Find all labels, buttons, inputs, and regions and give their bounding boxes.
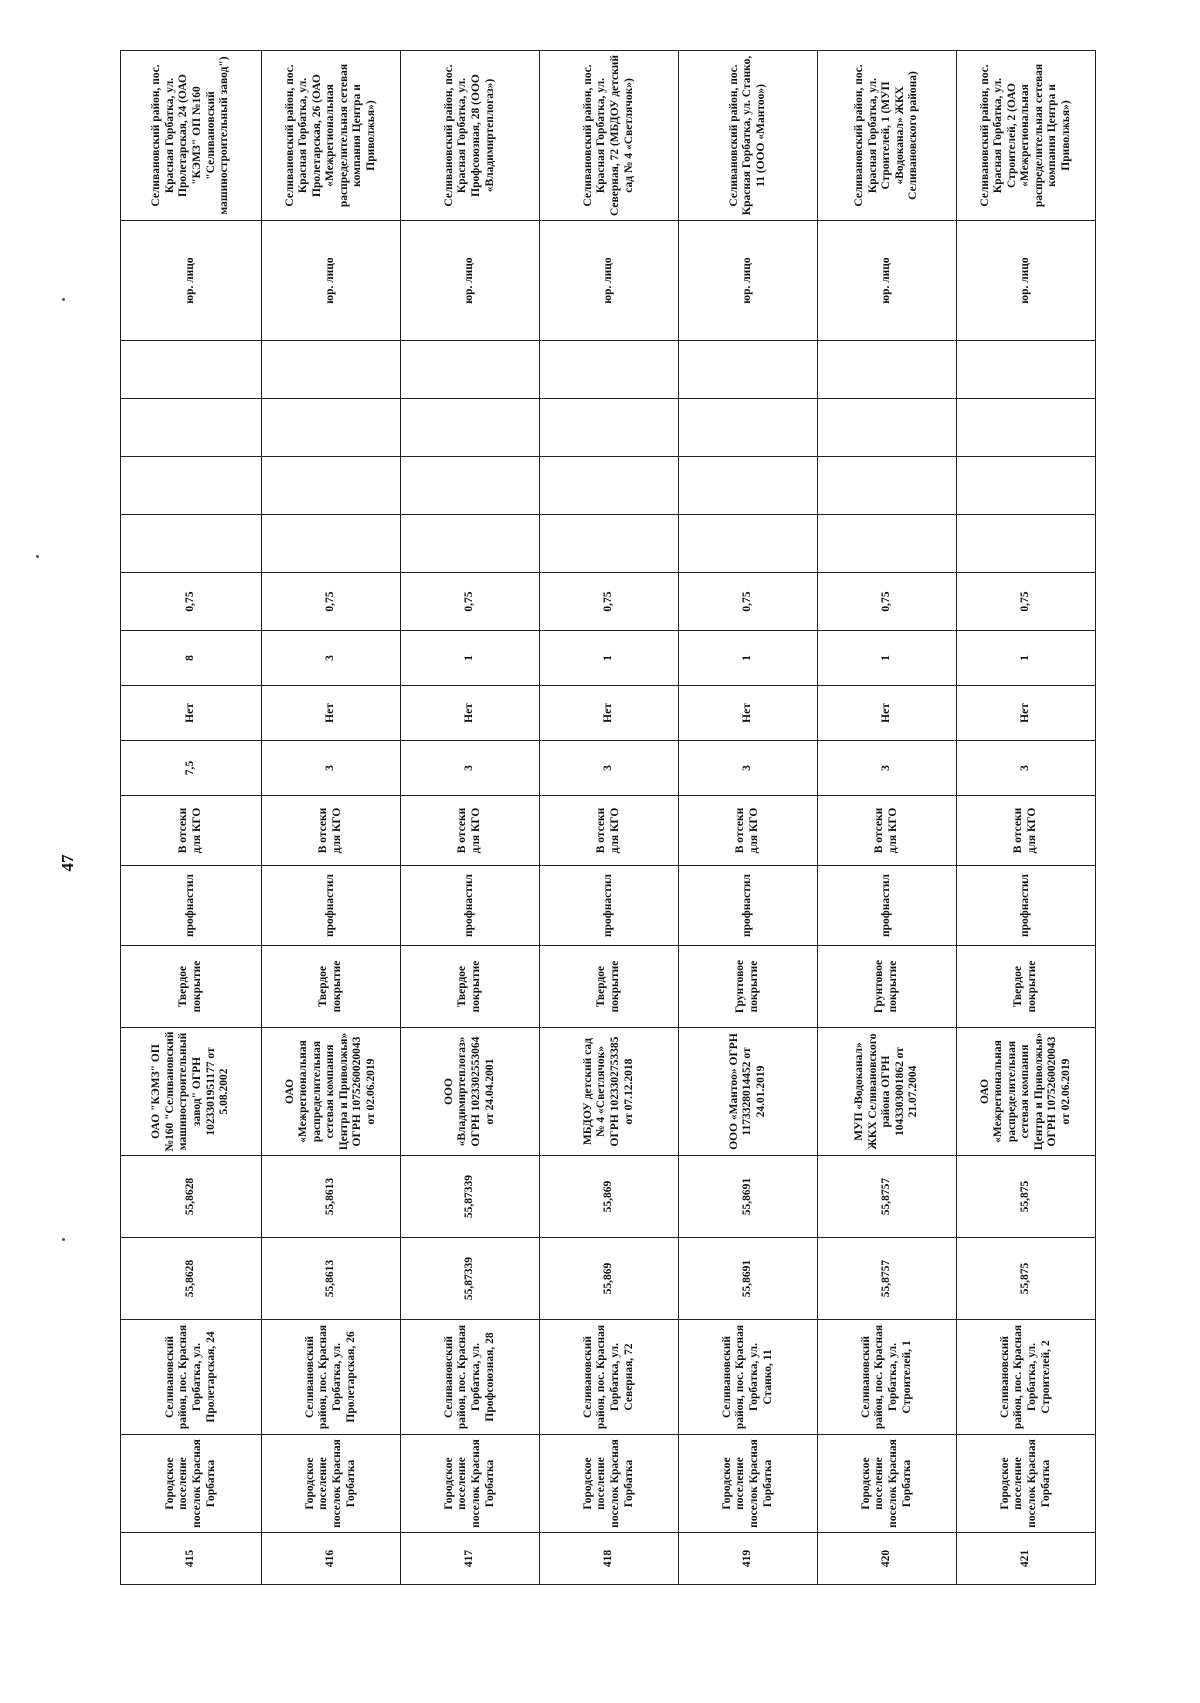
settlement-cell: Городское поселение поселок Красная Горбатка — [957, 1435, 1096, 1533]
scan-speck — [62, 298, 65, 301]
empty-cell — [818, 399, 957, 457]
longitude-cell: 55,869 — [540, 1156, 679, 1238]
container-volume-cell: 0,75 — [401, 573, 540, 631]
area-cell: 3 — [957, 741, 1096, 796]
area-cell: 3 — [540, 741, 679, 796]
address-cell: Селивановский район, пос. Красная Горбатка, ул. Строителей, 1 — [818, 1320, 957, 1435]
empty-cell — [679, 341, 818, 399]
empty-cell — [401, 341, 540, 399]
scan-speck — [62, 1238, 65, 1241]
settlement-cell: Городское поселение поселок Красная Горбатка — [679, 1435, 818, 1533]
address-cell: Селивановский район, пос. Красная Горбатка, ул. Пролетарская, 24 — [121, 1320, 262, 1435]
owner-cell: ООО «Владимиртеплогаз» ОГРН 1023302553064 от 24.04.2001 — [401, 1028, 540, 1156]
container-count-cell: 3 — [262, 631, 401, 686]
latitude-cell: 55,8691 — [679, 1238, 818, 1320]
page-number: 47 — [58, 854, 77, 872]
container-volume-cell: 0,75 — [818, 573, 957, 631]
empty-cell — [262, 399, 401, 457]
shed-cell: Нет — [818, 686, 957, 741]
empty-cell — [540, 341, 679, 399]
address-cell: Селивановский район, пос. Красная Горбатка, ул. Строителей, 2 — [957, 1320, 1096, 1435]
empty-cell — [540, 457, 679, 515]
shed-cell: Нет — [540, 686, 679, 741]
longitude-cell: 55,8757 — [818, 1156, 957, 1238]
shed-cell: Нет — [262, 686, 401, 741]
owner-cell: МБДОУ детский сад № 4 «Светлячок» ОГРН 1023302753385 от 07.12.2018 — [540, 1028, 679, 1156]
table-row — [262, 51, 401, 1585]
bins-cell: В отсеки для КГО — [957, 796, 1096, 866]
waste-source-cell: Селивановский район, пос. Красная Горбатка, ул. Северная, 72 (МБДОУ детский сад № 4 «Светлячок») — [540, 51, 679, 221]
latitude-cell: 55,87339 — [401, 1238, 540, 1320]
longitude-cell: 55,87339 — [401, 1156, 540, 1238]
register-table-wrapper — [120, 54, 1095, 1585]
latitude-cell: 55,8757 — [818, 1238, 957, 1320]
area-cell: 3 — [401, 741, 540, 796]
bins-cell: В отсеки для КГО — [121, 796, 262, 866]
fence-cell: профнастил — [818, 866, 957, 946]
empty-cell — [957, 515, 1096, 573]
empty-cell — [262, 515, 401, 573]
area-cell: 3 — [262, 741, 401, 796]
area-cell: 7,5 — [121, 741, 262, 796]
entity-type-cell: юр. лицо — [818, 221, 957, 341]
latitude-cell: 55,8613 — [262, 1238, 401, 1320]
entity-type-cell: юр. лицо — [679, 221, 818, 341]
empty-cell — [121, 341, 262, 399]
longitude-cell: 55,8691 — [679, 1156, 818, 1238]
bins-cell: В отсеки для КГО — [401, 796, 540, 866]
empty-cell — [262, 457, 401, 515]
address-cell: Селивановский район, пос. Красная Горбатка, ул. Станко, 11 — [679, 1320, 818, 1435]
surface-cell: Твердое покрытие — [540, 946, 679, 1028]
entity-type-cell: юр. лицо — [540, 221, 679, 341]
surface-cell: Твердое покрытие — [262, 946, 401, 1028]
owner-cell: ОАО «Межрегиональная распределительная сетевая компания Центра и Приволжья» ОГРН 1075260020043 от 02.06.2019 — [957, 1028, 1096, 1156]
fence-cell: профнастил — [401, 866, 540, 946]
empty-cell — [818, 515, 957, 573]
settlement-cell: Городское поселение поселок Красная Горбатка — [401, 1435, 540, 1533]
container-count-cell: 1 — [679, 631, 818, 686]
row-number: 417 — [401, 1533, 540, 1585]
table-row — [540, 51, 679, 1585]
settlement-cell: Городское поселение поселок Красная Горбатка — [262, 1435, 401, 1533]
waste-source-cell: Селивановский район, пос. Красная Горбатка, ул. Пролетарская, 24 (ОАО "КЭМЗ" ОП №160 "Селивановский машиностроительный завод") — [121, 51, 262, 221]
container-count-cell: 8 — [121, 631, 262, 686]
container-count-cell: 1 — [401, 631, 540, 686]
scan-speck — [36, 555, 39, 558]
empty-cell — [957, 341, 1096, 399]
empty-cell — [401, 399, 540, 457]
address-cell: Селивановский район, пос. Красная Горбатка, ул. Пролетарская, 26 — [262, 1320, 401, 1435]
waste-source-cell: Селивановский район, пос. Красная Горбатка, ул. Строителей, 1 (МУП «Водоканал» ЖКХ Селивановского района) — [818, 51, 957, 221]
latitude-cell: 55,869 — [540, 1238, 679, 1320]
owner-cell: ОАО «Межрегиональная распределительная сетевая компания Центра и Приволжья» ОГРН 1075260020043 от 02.06.2019 — [262, 1028, 401, 1156]
area-cell: 3 — [818, 741, 957, 796]
empty-cell — [262, 341, 401, 399]
row-number: 418 — [540, 1533, 679, 1585]
container-volume-cell: 0,75 — [957, 573, 1096, 631]
table-row — [121, 51, 262, 1585]
table-row — [401, 51, 540, 1585]
empty-cell — [121, 399, 262, 457]
surface-cell: Твердое покрытие — [401, 946, 540, 1028]
empty-cell — [121, 515, 262, 573]
row-number: 415 — [121, 1533, 262, 1585]
container-count-cell: 1 — [957, 631, 1096, 686]
empty-cell — [957, 457, 1096, 515]
container-count-cell: 1 — [818, 631, 957, 686]
settlement-cell: Городское поселение поселок Красная Горбатка — [540, 1435, 679, 1533]
surface-cell: Твердое покрытие — [121, 946, 262, 1028]
container-volume-cell: 0,75 — [540, 573, 679, 631]
settlement-cell: Городское поселение поселок Красная Горбатка — [818, 1435, 957, 1533]
row-number: 419 — [679, 1533, 818, 1585]
waste-source-cell: Селивановский район, пос. Красная Горбатка, ул. Станко, 11 (ООО «Мантоо») — [679, 51, 818, 221]
row-number: 421 — [957, 1533, 1096, 1585]
fence-cell: профнастил — [957, 866, 1096, 946]
shed-cell: Нет — [401, 686, 540, 741]
shed-cell: Нет — [679, 686, 818, 741]
empty-cell — [401, 515, 540, 573]
latitude-cell: 55,8628 — [121, 1238, 262, 1320]
row-number: 416 — [262, 1533, 401, 1585]
fence-cell: профнастил — [540, 866, 679, 946]
address-cell: Селивановский район, пос. Красная Горбатка, ул. Северная, 72 — [540, 1320, 679, 1435]
entity-type-cell: юр. лицо — [262, 221, 401, 341]
fence-cell: профнастил — [262, 866, 401, 946]
fence-cell: профнастил — [679, 866, 818, 946]
bins-cell: В отсеки для КГО — [540, 796, 679, 866]
entity-type-cell: юр. лицо — [121, 221, 262, 341]
table-row — [957, 51, 1096, 1585]
empty-cell — [121, 457, 262, 515]
surface-cell: Твердое покрытие — [957, 946, 1096, 1028]
owner-cell: ОАО "КЭМЗ" ОП №160 "Селивановский машиностроительный завод" ОГРН 1023301951177 от 5.08.2002 — [121, 1028, 262, 1156]
register-table-body — [121, 51, 1096, 1585]
empty-cell — [818, 457, 957, 515]
address-cell: Селивановский район, пос. Красная Горбатка, ул. Профсоюзная, 28 — [401, 1320, 540, 1435]
container-volume-cell: 0,75 — [679, 573, 818, 631]
longitude-cell: 55,8613 — [262, 1156, 401, 1238]
longitude-cell: 55,8628 — [121, 1156, 262, 1238]
container-count-cell: 1 — [540, 631, 679, 686]
empty-cell — [957, 399, 1096, 457]
entity-type-cell: юр. лицо — [401, 221, 540, 341]
shed-cell: Нет — [121, 686, 262, 741]
area-cell: 3 — [679, 741, 818, 796]
empty-cell — [679, 399, 818, 457]
owner-cell: ООО «Мантоо» ОГРН 1173328014452 от 24.01.2019 — [679, 1028, 818, 1156]
surface-cell: Грунтовое покрытие — [818, 946, 957, 1028]
container-volume-cell: 0,75 — [121, 573, 262, 631]
latitude-cell: 55,875 — [957, 1238, 1096, 1320]
longitude-cell: 55,875 — [957, 1156, 1096, 1238]
empty-cell — [818, 341, 957, 399]
empty-cell — [679, 515, 818, 573]
container-volume-cell: 0,75 — [262, 573, 401, 631]
empty-cell — [401, 457, 540, 515]
row-number: 420 — [818, 1533, 957, 1585]
empty-cell — [540, 399, 679, 457]
owner-cell: МУП «Водоканал» ЖКХ Селивановского района ОГРН 1043303001862 от 21.07.2004 — [818, 1028, 957, 1156]
shed-cell: Нет — [957, 686, 1096, 741]
waste-source-cell: Селивановский район, пос. Красная Горбатка, ул. Профсоюзная, 28 (ООО «Владимиртеплогаз») — [401, 51, 540, 221]
waste-site-register-table — [120, 50, 1096, 1585]
bins-cell: В отсеки для КГО — [818, 796, 957, 866]
entity-type-cell: юр. лицо — [957, 221, 1096, 341]
table-row — [818, 51, 957, 1585]
bins-cell: В отсеки для КГО — [262, 796, 401, 866]
bins-cell: В отсеки для КГО — [679, 796, 818, 866]
fence-cell: профнастил — [121, 866, 262, 946]
empty-cell — [679, 457, 818, 515]
empty-cell — [540, 515, 679, 573]
waste-source-cell: Селивановский район, пос. Красная Горбатка, ул. Пролетарская, 26 (ОАО «Межрегиональная распределительная сетевая компания Центра и Приволжья») — [262, 51, 401, 221]
table-row — [679, 51, 818, 1585]
waste-source-cell: Селивановский район, пос. Красная Горбатка, ул. Строителей, 2 (ОАО «Межрегиональная распределительная сетевая компания Центра и Приволжья») — [957, 51, 1096, 221]
settlement-cell: Городское поселение поселок Красная Горбатка — [121, 1435, 262, 1533]
surface-cell: Грунтовое покрытие — [679, 946, 818, 1028]
